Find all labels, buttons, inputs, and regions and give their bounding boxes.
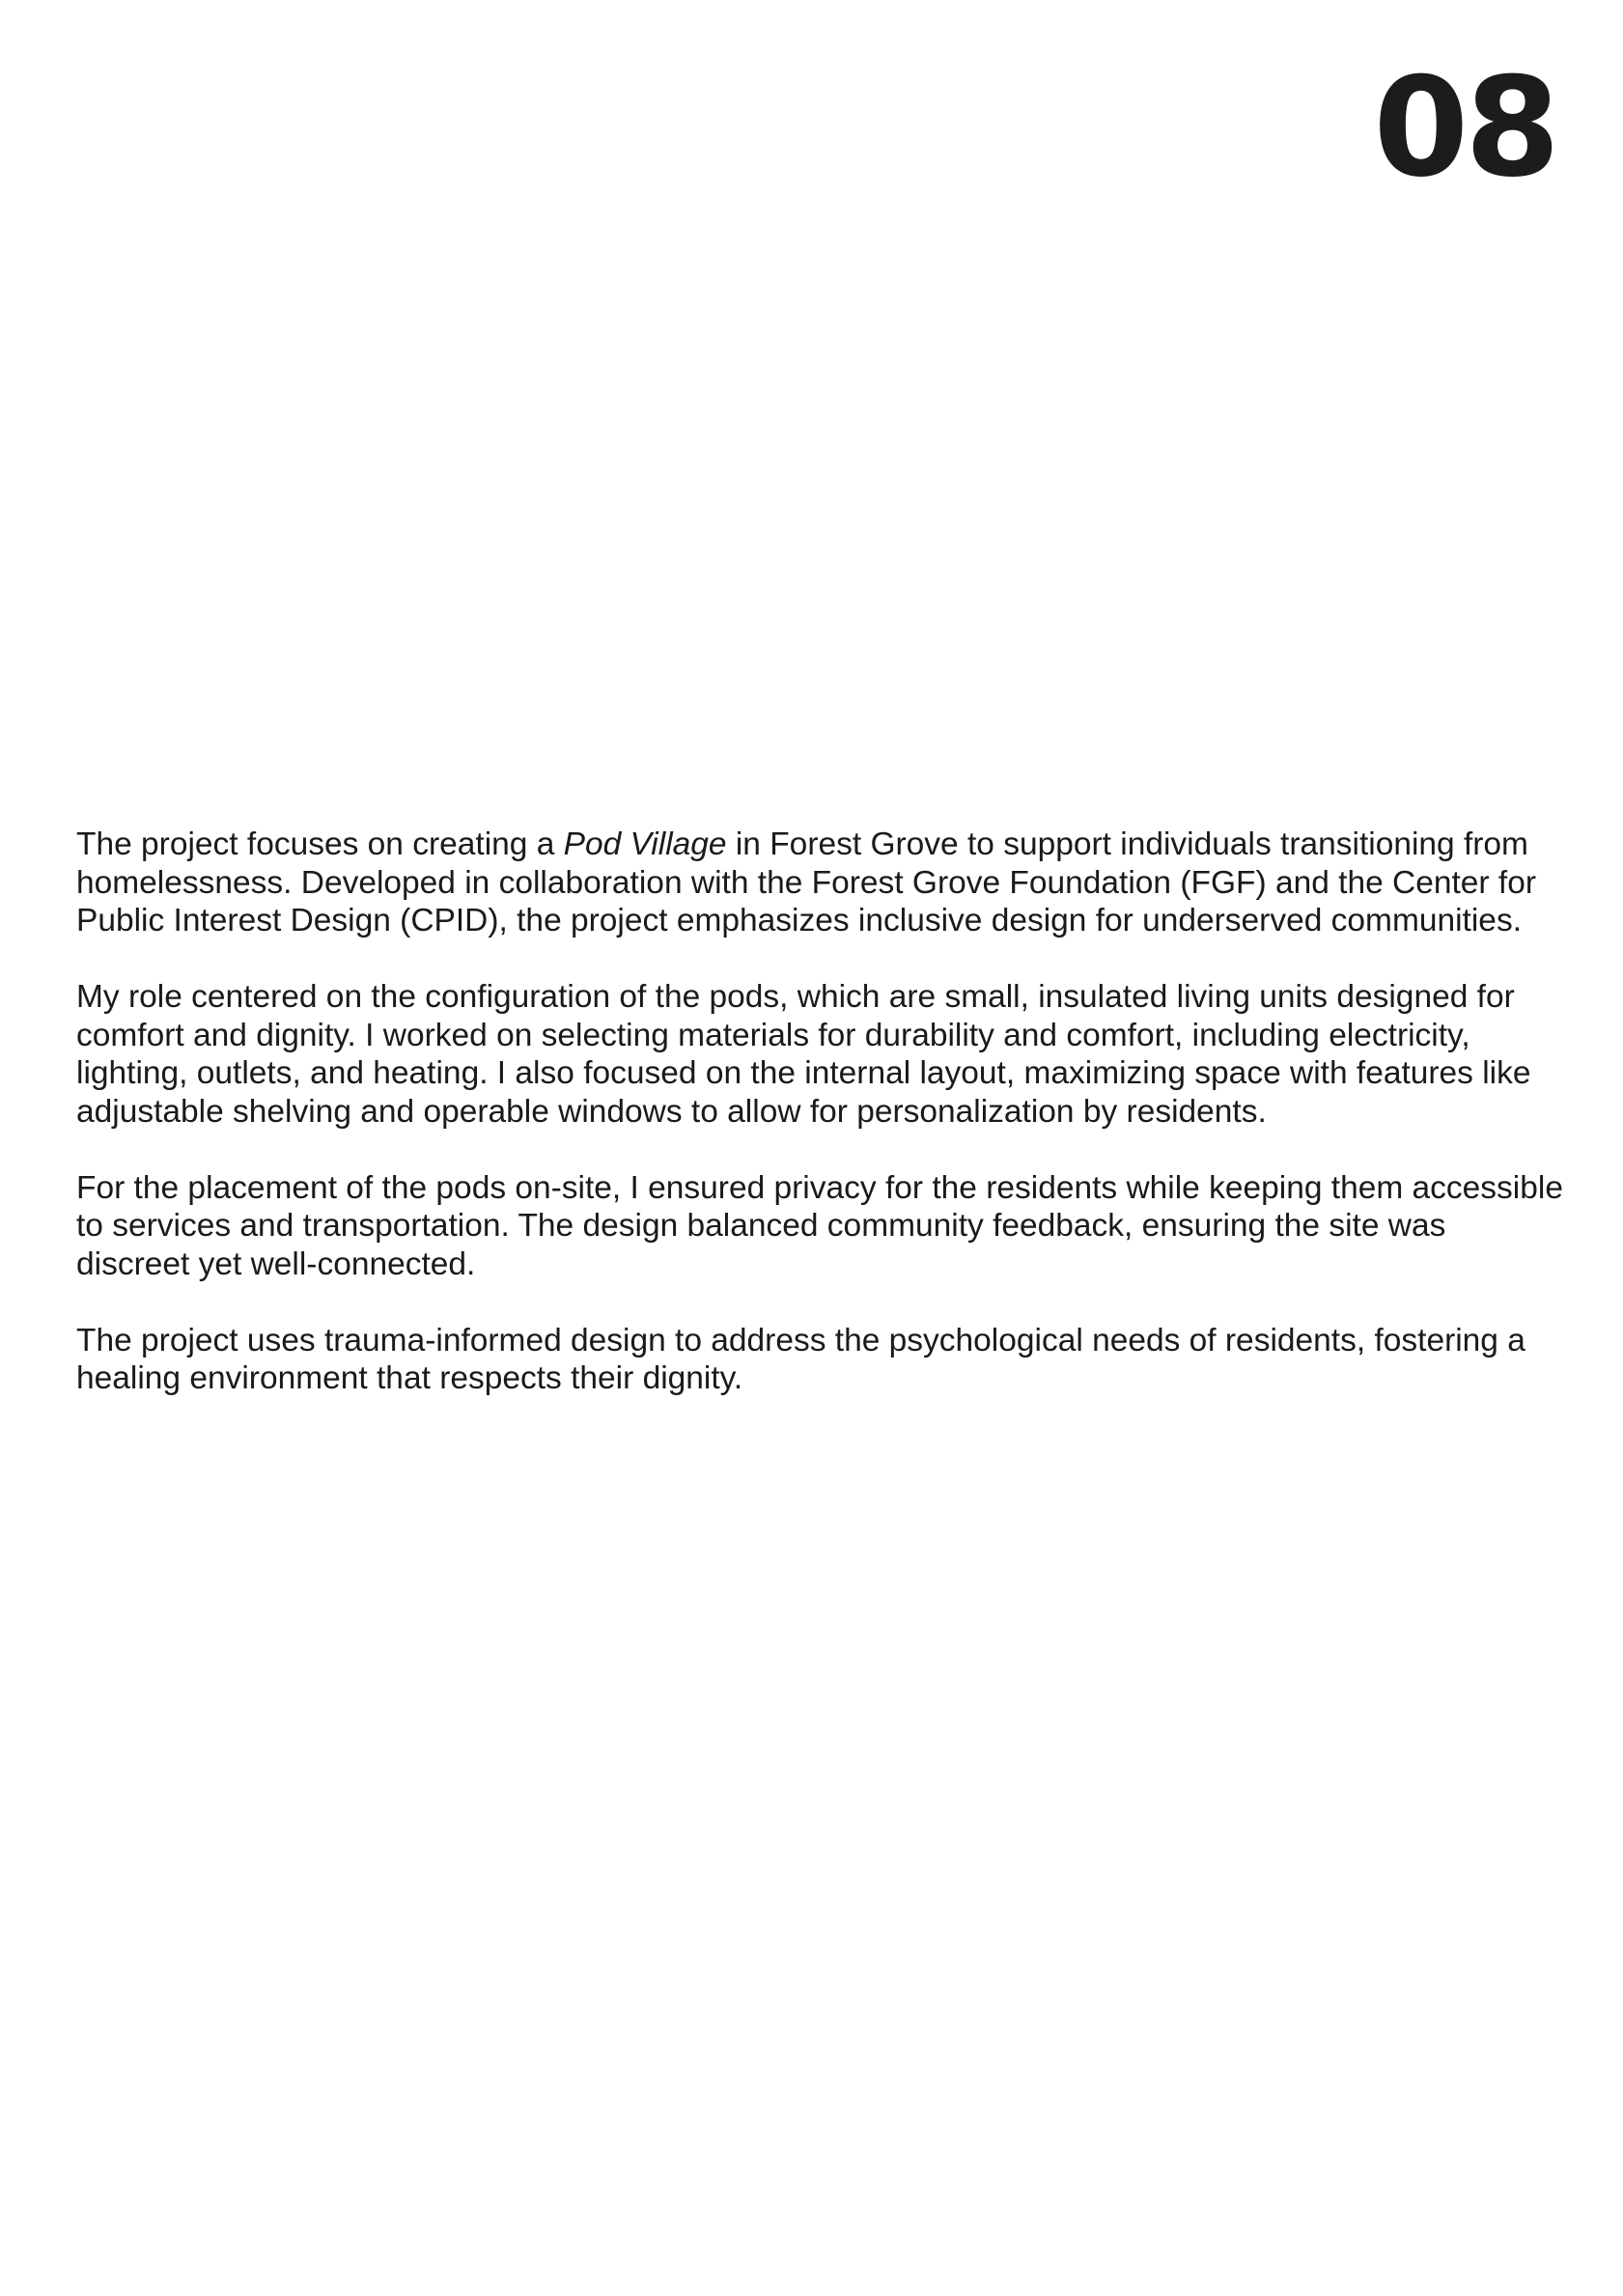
project-description	[76, 826, 1563, 1436]
paragraph-placement: For the placement of the pods on-site, I ensured privacy for the residents while keeping them accessible to services and transportation. The design balanced community feedback, ensuring the site was discreet yet well-connected.	[76, 1169, 1563, 1282]
paragraph-intro	[76, 826, 1563, 940]
paragraph-intro-lead: The project focuses on creating a	[76, 826, 564, 862]
paragraph-intro-rest: in Forest Grove to support individuals transitioning from homelessness. Developed in collaboration with the Forest Grove Foundation (FGF) and the Center for Public Interest Design (CPID), the project emphasizes inclusive design for underserved communities.	[76, 826, 1536, 938]
page-number: 08	[1373, 48, 1556, 208]
paragraph-role: My role centered on the configuration of the pods, which are small, insulated living units designed for comfort and dignity. I worked on selecting materials for durability and comfort, including electricity, lighting, outlets, and heating. I also focused on the internal layout, maximizing space with features like adjustable shelving and operable windows to allow for personalization by residents.	[76, 979, 1531, 1130]
project-name: Pod Village	[563, 826, 727, 862]
paragraph-trauma-informed: The project uses trauma-informed design to address the psychological needs of residents, fostering a healing environment that respects their dignity.	[76, 1322, 1525, 1396]
